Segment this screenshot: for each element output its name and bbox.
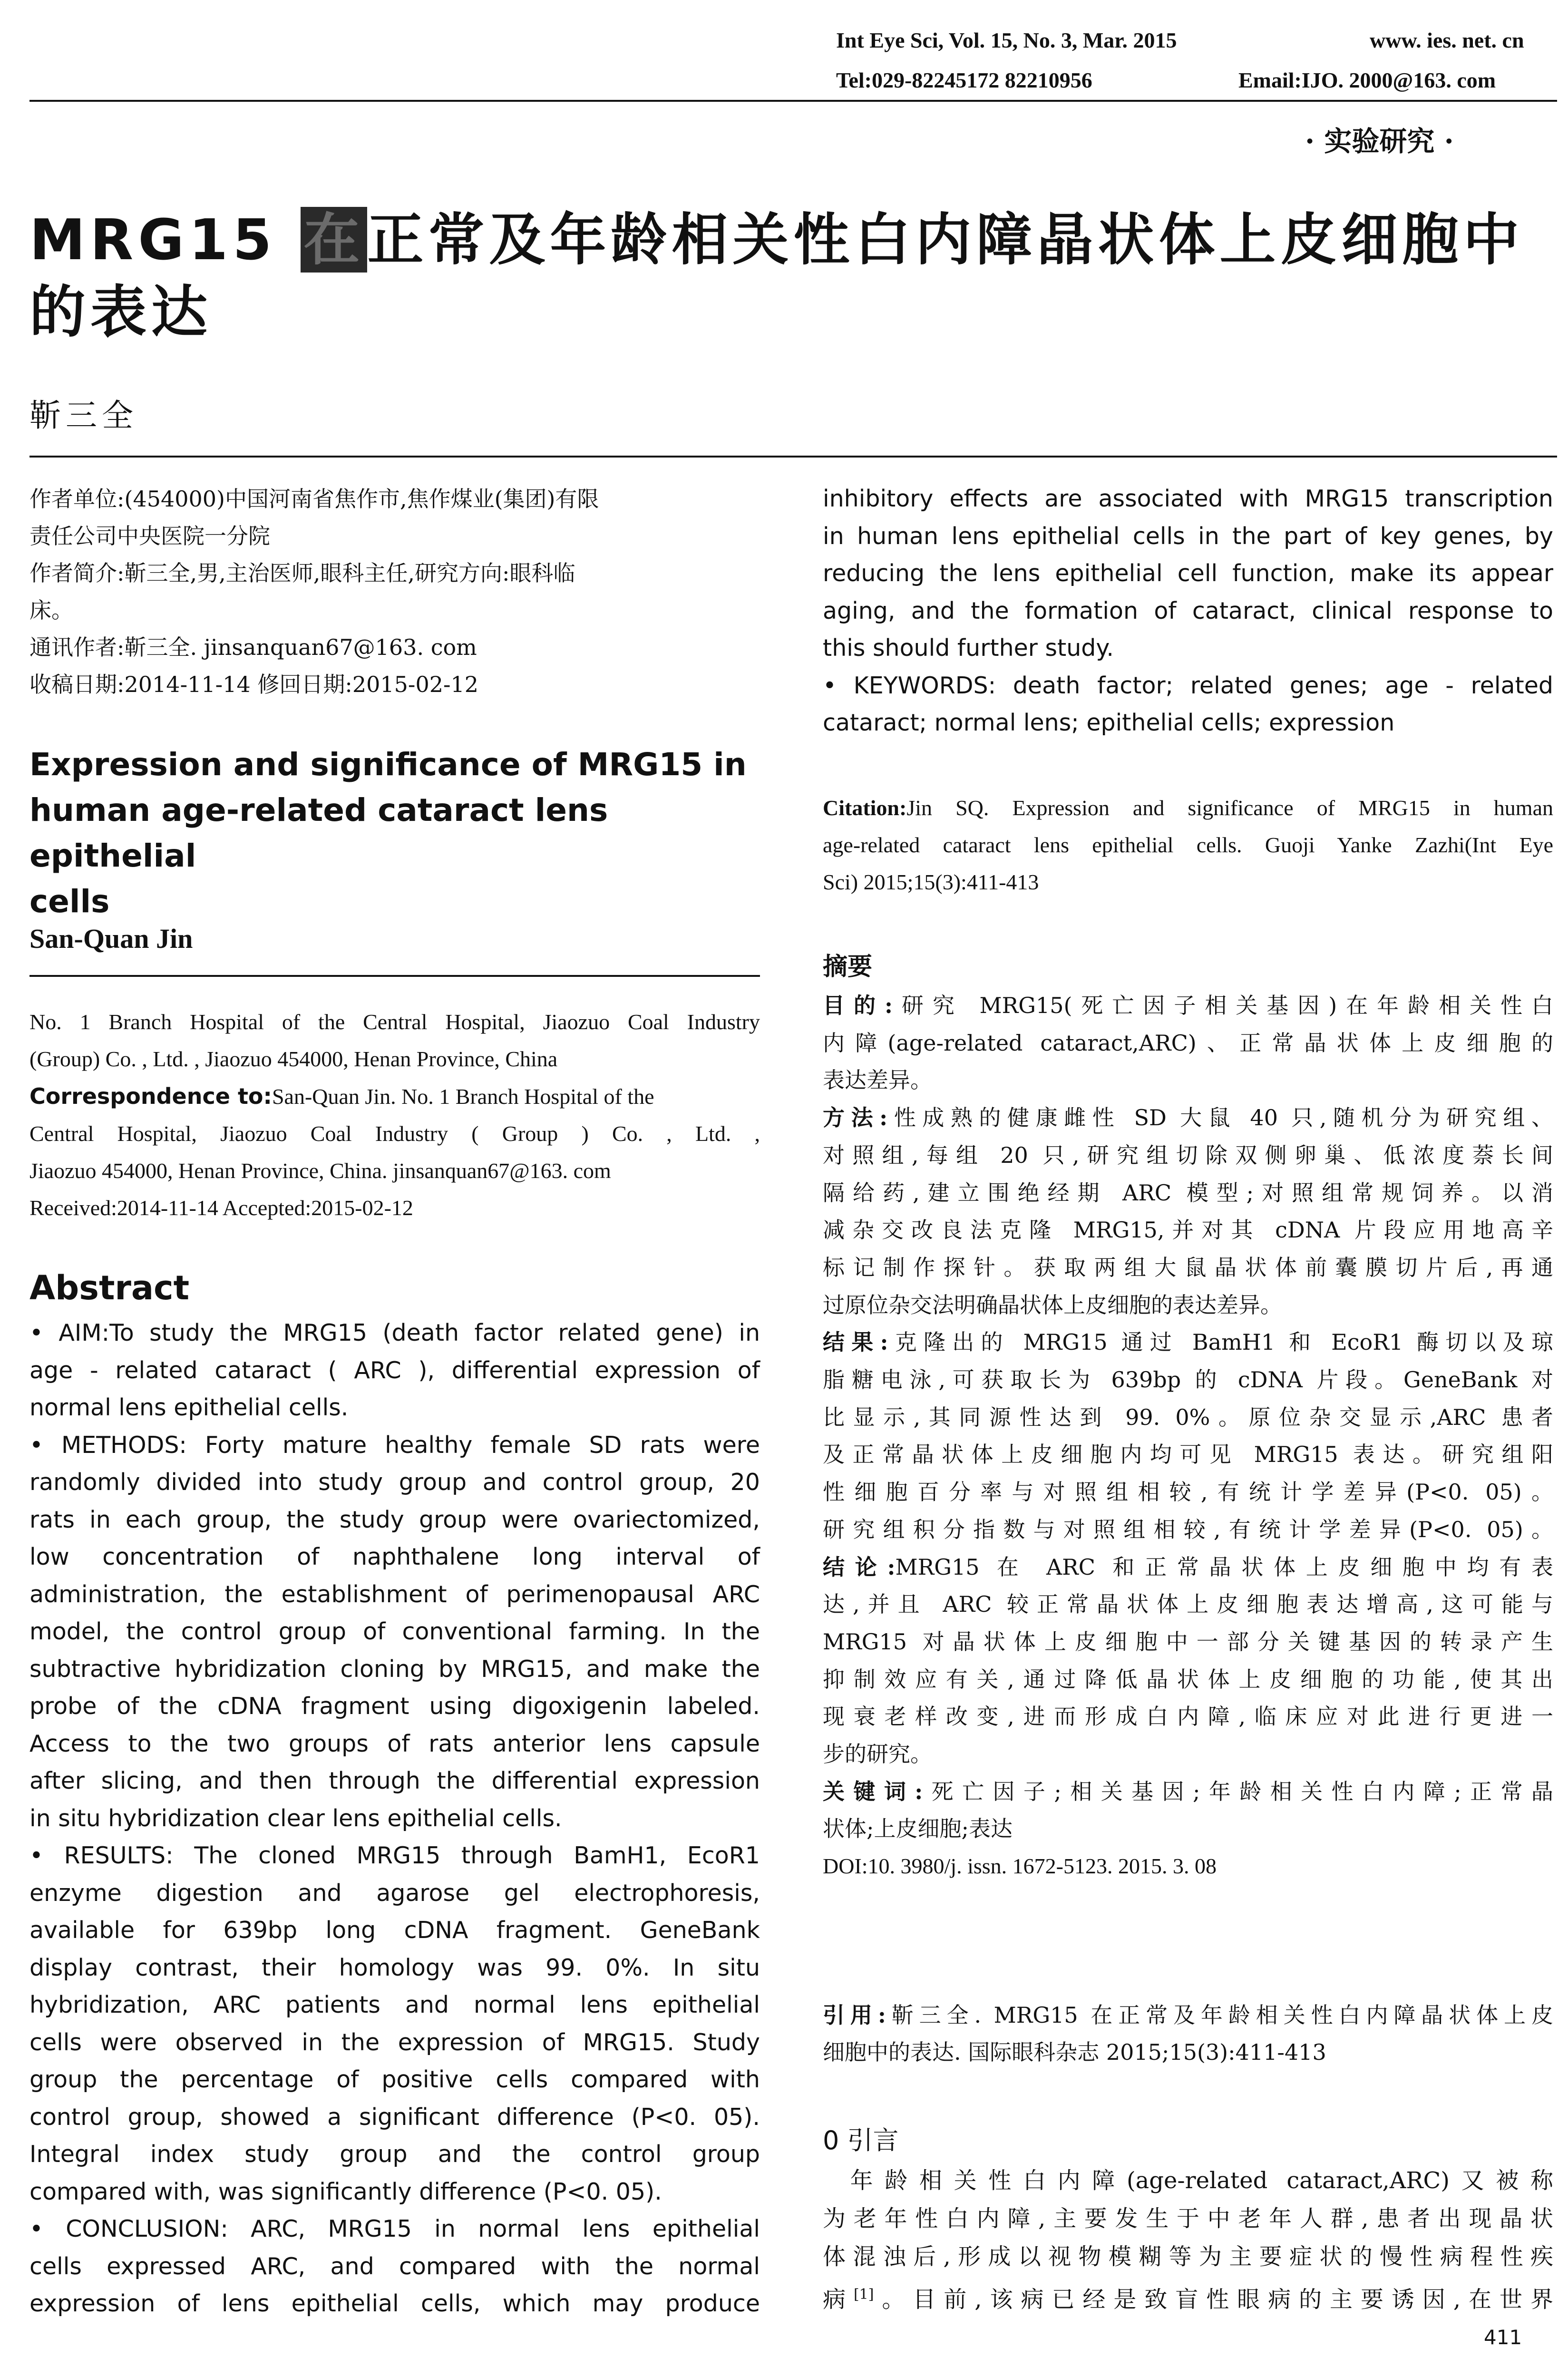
abstract-heading: Abstract <box>29 1268 190 1307</box>
affiliation-en <box>29 1003 760 1227</box>
cn-line: 研究组积分指数与对照组相较,有统计学差异(P<0. 05)。 <box>823 1516 1553 1542</box>
abstract-line: rats in each group, the study group were ovariectomized, <box>29 1506 760 1533</box>
title-rule <box>29 456 1557 458</box>
abstract-line: subtractive hybridization cloning by MRG15, and make the <box>29 1655 760 1683</box>
affil-en-line: (Group) Co. , Ltd. , Jiaozuo 454000, Henan Province, China <box>29 1047 558 1071</box>
journal-email: Email:IJO. 2000@163. com <box>1238 68 1496 92</box>
abstract-line: model, the control group of conventional farming. In the <box>29 1618 760 1645</box>
received-dates: Received:2014-11-14 Accepted:2015-02-12 <box>29 1196 413 1220</box>
abstract-left <box>29 1315 760 2323</box>
cn-line: 克隆出的 MRG15 通过 BamH1 和 EcoR1 酶切以及琼 <box>888 1329 1553 1355</box>
cn-line: 研究 MRG15(死亡因子相关基因)在年龄相关性白 <box>892 993 1553 1018</box>
keywords-line: • KEYWORDS: death factor; related genes; age - related <box>823 672 1553 699</box>
doi: DOI:10. 3980/j. issn. 1672-5123. 2015. 3. 08 <box>823 1854 1217 1879</box>
abstract-line: group the percentage of positive cells compared with <box>29 2066 760 2093</box>
cn-line: 抑制效应有关,通过降低晶状体上皮细胞的功能,使其出 <box>823 1666 1553 1692</box>
affil-line: 作者简介:靳三全,男,主治医师,眼科主任,研究方向:眼科临 <box>29 560 575 586</box>
cn-line: 性细胞百分率与对照组相较,有统计学差异(P<0. 05)。 <box>823 1479 1553 1505</box>
affil-line: 作者单位:(454000)中国河南省焦作市,焦作煤业(集团)有限 <box>29 486 599 512</box>
reference-marker[interactable]: [1] <box>853 2286 874 2303</box>
cn-line: 及正常晶状体上皮细胞内均可见 MRG15 表达。研究组阳 <box>823 1442 1553 1468</box>
cn-line: 减杂交改良法克隆 MRG15,并对其 cDNA 片段应用地高辛 <box>823 1217 1553 1243</box>
cn-line: 隔给药,建立围绝经期 ARC 模型;对照组常规饲养。以消 <box>823 1179 1553 1206</box>
keywords-line: cataract; normal lens; epithelial cells; expression <box>823 709 1395 736</box>
abstract-line: administration, the establishment of perimenopausal ARC <box>29 1580 760 1608</box>
cn-line: 表达差异。 <box>823 1067 932 1093</box>
abstract-line: • AIM:To study the MRG15 (death factor related gene) in <box>29 1319 760 1346</box>
affil-line: 责任公司中央医院一分院 <box>29 523 270 549</box>
affiliation-cn <box>29 480 760 703</box>
abstract-line: compared with, was significantly difference (P<0. 05). <box>29 2178 662 2205</box>
affil-en-line: No. 1 Branch Hospital of the Central Hospital, Jiaozuo Coal Industry <box>29 1010 760 1034</box>
english-title <box>29 742 760 925</box>
journal-tel: Tel:029-82245172 82210956 <box>836 68 1092 92</box>
cn-line: 对照组,每组 20 只,研究组切除双侧卵巢、低浓度萘长间 <box>823 1142 1553 1168</box>
title-part3: 正常及年龄相关性白内障晶状体上皮细胞中 <box>367 207 1524 273</box>
cn-line: 现衰老样改变,进而形成白内障,临床应对此进行更进一 <box>823 1704 1553 1730</box>
abstract-line: reducing the lens epithelial cell function, make its appear <box>823 560 1553 587</box>
cn-line: MRG15 对晶状体上皮细胞中一部分关键基因的转录产生 <box>823 1628 1553 1655</box>
abstract-line: after slicing, and then through the differential expression <box>29 1767 760 1794</box>
author-rule <box>29 975 760 977</box>
abstract-line: aging, and the formation of cataract, clinical response to <box>823 597 1553 624</box>
intro-text: 。目前,该病已经是致盲性眼病的主要诱因,在世界 <box>874 2286 1553 2313</box>
abstract-line: cells expressed ARC, and compared with the normal <box>29 2252 760 2280</box>
abstract-right <box>823 480 1553 742</box>
intro-text: 病 <box>823 2286 854 2313</box>
affil-line: 通讯作者:靳三全. jinsanquan67@163. com <box>29 634 477 660</box>
abstract-line: display contrast, their homology was 99. 0%. In situ <box>29 1954 760 1981</box>
intro-line: 体混浊后,形成以视物模糊等为主要症状的慢性病程性疾 <box>823 2243 1553 2270</box>
cn-abstract-label: 结果: <box>823 1329 888 1355</box>
english-title-line: Expression and significance of MRG15 in <box>29 746 747 783</box>
cn-citation-label: 引用: <box>823 2002 886 2028</box>
abstract-line: Access to the two groups of rats anterior lens capsule <box>29 1730 760 1757</box>
abstract-line: • RESULTS: The cloned MRG15 through BamH1, EcoR1 <box>29 1842 760 1869</box>
author-en: San-Quan Jin <box>29 923 193 954</box>
intro-line: 年龄相关性白内障(age-related cataract,ARC)又被称 <box>850 2167 1553 2194</box>
journal-line: Int Eye Sci, Vol. 15, No. 3, Mar. 2015 <box>836 28 1177 52</box>
abstract-line: cells were observed in the expression of MRG15. Study <box>29 2028 760 2056</box>
cn-line: 达,并且 ARC 较正常晶状体上皮细胞表达增高,这可能与 <box>823 1591 1553 1617</box>
page-title <box>29 205 1566 275</box>
correspondence-line: Jiaozuo 454000, Henan Province, China. jinsanquan67@163. com <box>29 1159 611 1183</box>
cn-line: 步的研究。 <box>823 1741 932 1767</box>
abstract-line: in situ hybridization clear lens epithelial cells. <box>29 1804 562 1832</box>
abstract-line: Integral index study group and the control group <box>29 2141 760 2168</box>
cn-line: MRG15 在 ARC 和正常晶状体上皮细胞中均有表 <box>895 1554 1553 1580</box>
cn-line: 过原位杂交法明确晶状体上皮细胞的表达差异。 <box>823 1292 1282 1318</box>
cn-abstract-label: 方法: <box>823 1105 888 1131</box>
cn-abstract-label: 结论: <box>823 1554 896 1580</box>
cn-abstract-heading: 摘要 <box>823 952 873 981</box>
page-number: 411 <box>1484 2326 1522 2349</box>
intro-body <box>823 2162 1553 2319</box>
abstract-line: this should further study. <box>823 634 1114 662</box>
citation-line: age-related cataract lens epithelial cells. Guoji Yanke Zazhi(Int Eye <box>823 833 1553 857</box>
citation-label: Citation: <box>823 796 907 820</box>
abstract-line: expression of lens epithelial cells, which may produce <box>29 2290 760 2317</box>
abstract-line: low concentration of naphthalene long interval of <box>29 1543 760 1570</box>
citation-text: Jin SQ. Expression and significance of MRG15 in human <box>906 796 1553 820</box>
affil-line: 收稿日期:2014-11-14 修回日期:2015-02-12 <box>29 672 479 697</box>
citation-line: Sci) 2015;15(3):411-413 <box>823 870 1039 894</box>
cn-line: 性成熟的健康雌性 SD 大鼠 40 只,随机分为研究组、 <box>887 1105 1553 1131</box>
cn-citation-text: 靳三全. MRG15 在正常及年龄相关性白内障晶状体上皮 <box>886 2002 1553 2028</box>
cn-abstract <box>823 987 1553 1885</box>
author-cn: 靳三全 <box>29 397 138 434</box>
intro-heading: 0 引言 <box>823 2125 899 2155</box>
correspondence-text: San-Quan Jin. No. 1 Branch Hospital of the <box>272 1084 654 1109</box>
title-part1: MRG15 <box>29 207 301 273</box>
cn-line: 脂糖电泳,可获取长为 639bp 的 cDNA 片段。GeneBank 对 <box>823 1367 1553 1393</box>
cn-abstract-label: 目的: <box>823 993 893 1018</box>
journal-website: www. ies. net. cn <box>1370 28 1524 52</box>
abstract-line: • METHODS: Forty mature healthy female SD rats were <box>29 1431 760 1459</box>
abstract-line: available for 639bp long cDNA fragment. GeneBank <box>29 1917 760 1944</box>
correspondence-line: Central Hospital, Jiaozuo Coal Industry ( Group ) Co. , Ltd. , <box>29 1121 760 1146</box>
cn-line: 比显示,其同源性达到 99. 0%。原位杂交显示,ARC 患者 <box>823 1404 1553 1430</box>
title-highlight: 在 <box>301 207 367 273</box>
section-label: · 实验研究 · <box>1305 125 1454 157</box>
abstract-line: in human lens epithelial cells in the part of key genes, by <box>823 522 1553 550</box>
english-title-line: cells <box>29 883 110 920</box>
cn-line: 标记制作探针。获取两组大鼠晶状体前囊膜切片后,再通 <box>823 1254 1553 1280</box>
abstract-line: control group, showed a significant difference (P<0. 05). <box>29 2103 760 2131</box>
correspondence-label: Correspondence to: <box>29 1083 272 1109</box>
cn-citation <box>823 1997 1553 2071</box>
abstract-line: inhibitory effects are associated with MRG15 transcription <box>823 485 1553 512</box>
cn-line: 死亡因子;相关基因;年龄相关性白内障;正常晶 <box>923 1778 1553 1804</box>
english-title-line: human age-related cataract lens epithelial <box>29 792 608 874</box>
abstract-line: age - related cataract ( ARC ), differential expression of <box>29 1356 760 1384</box>
cn-abstract-label: 关键词: <box>823 1778 923 1804</box>
intro-line: 为老年性白内障,主要发生于中老年人群,患者出现晶状 <box>823 2205 1553 2232</box>
page-title-line2: 的表达 <box>29 279 213 345</box>
citation <box>823 789 1553 901</box>
abstract-line: randomly divided into study group and control group, 20 <box>29 1469 760 1496</box>
abstract-line: normal lens epithelial cells. <box>29 1394 349 1421</box>
cn-citation-line: 细胞中的表达. 国际眼科杂志 2015;15(3):411-413 <box>823 2039 1326 2065</box>
abstract-line: probe of the cDNA fragment using digoxigenin labeled. <box>29 1693 760 1720</box>
affil-line: 床。 <box>29 597 73 623</box>
abstract-line: • CONCLUSION: ARC, MRG15 in normal lens epithelial <box>29 2215 760 2242</box>
cn-line: 内障(age-related cataract,ARC)、正常晶状体上皮细胞的 <box>823 1030 1553 1056</box>
header-rule <box>29 100 1557 102</box>
abstract-line: enzyme digestion and agarose gel electrophoresis, <box>29 1879 760 1907</box>
abstract-line: hybridization, ARC patients and normal lens epithelial <box>29 1991 760 2018</box>
cn-line: 状体;上皮细胞;表达 <box>823 1816 1013 1842</box>
